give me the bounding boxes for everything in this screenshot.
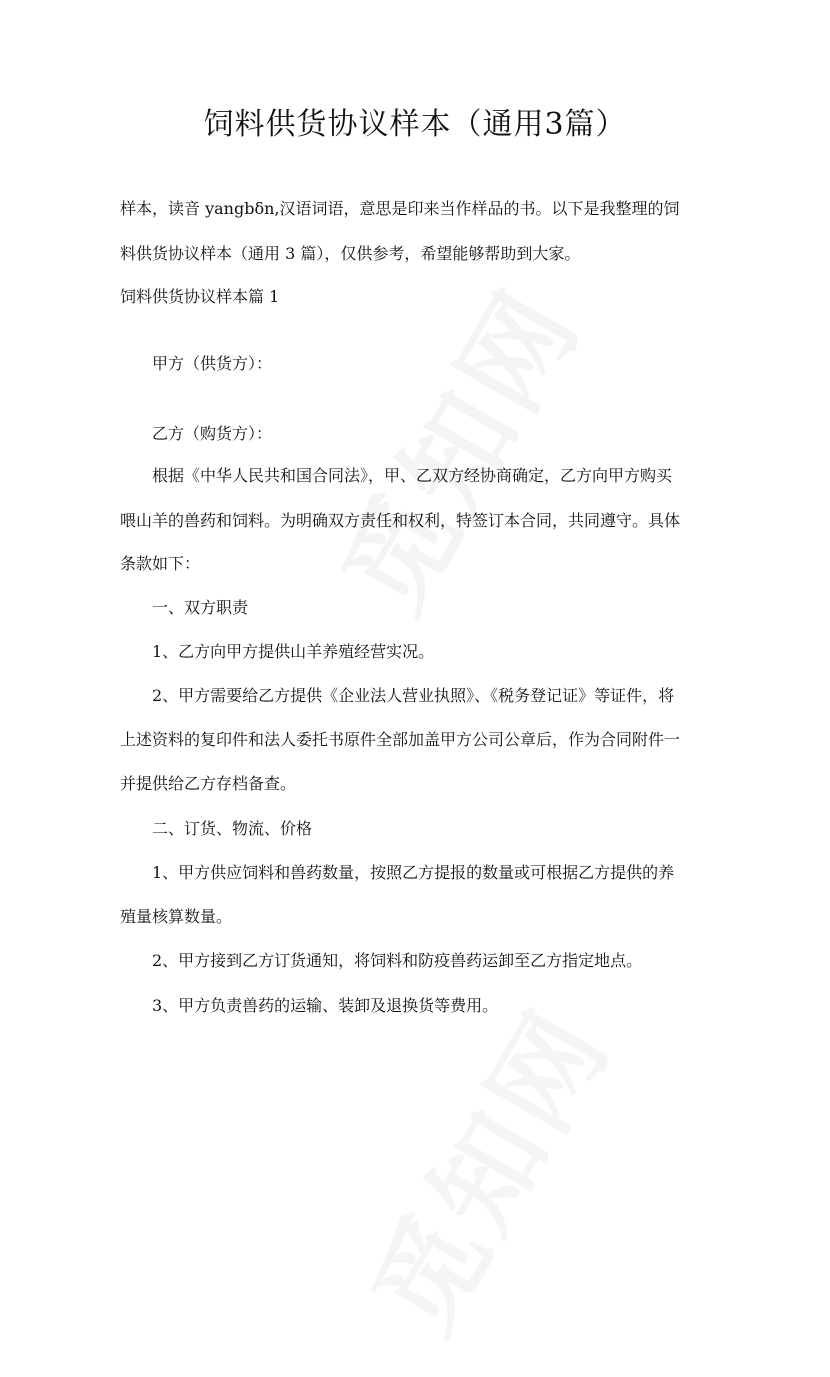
- clause-1-item-1: 1、乙方向甲方提供山羊养殖经营实况。: [152, 642, 435, 661]
- paragraph-1-line-1: 根据《中华人民共和国合同法》，甲、乙双方经协商确定，乙方向甲方购买: [152, 466, 673, 485]
- clause-2-item-1-line-1: 1、甲方供应饲料和兽药数量，按照乙方提报的数量或可根据乙方提供的养: [152, 863, 675, 882]
- document-title: 饲料供货协议样本（通用3篇）: [203, 107, 627, 142]
- party-a-label: 甲方（供货方）：: [152, 354, 273, 373]
- clause-1-item-2-line-1: 2、甲方需要给乙方提供《企业法人营业执照》、《税务登记证》等证件，将: [152, 686, 675, 705]
- clause-2-item-1-line-2: 殖量核算数量。: [120, 907, 233, 926]
- clause-1-item-2-line-2: 上述资料的复印件和法人委托书原件全部加盖甲方公司公章后，作为合同附件一: [120, 730, 681, 749]
- party-b-label: 乙方（购货方）：: [152, 424, 273, 443]
- section-heading: 饲料供货协议样本篇 1: [120, 287, 280, 306]
- paragraph-1-line-3: 条款如下：: [120, 554, 201, 573]
- paragraph-1-line-2: 喂山羊的兽药和饲料。为明确双方责任和权利，特签订本合同，共同遵守。具体: [120, 511, 681, 530]
- clause-1-heading: 一、双方职责: [152, 598, 249, 617]
- intro-line-2: 料供货协议样本（通用 3 篇），仅供参考，希望能够帮助到大家。: [120, 244, 581, 263]
- clause-2-heading: 二、订货、物流、价格: [152, 819, 313, 838]
- clause-2-item-2: 2、甲方接到乙方订货通知，将饲料和防疫兽药运卸至乙方指定地点。: [152, 951, 643, 970]
- watermark-bottom: [328, 983, 671, 1377]
- intro-line-1: 样本，读音 yangbδn,汉语词语，意思是印来当作样品的书。以下是我整理的饲: [120, 199, 680, 218]
- clause-1-item-2-line-3: 并提供给乙方存档备查。: [120, 774, 297, 793]
- clause-2-item-3: 3、甲方负责兽药的运输、装卸及退换货等费用。: [152, 996, 499, 1015]
